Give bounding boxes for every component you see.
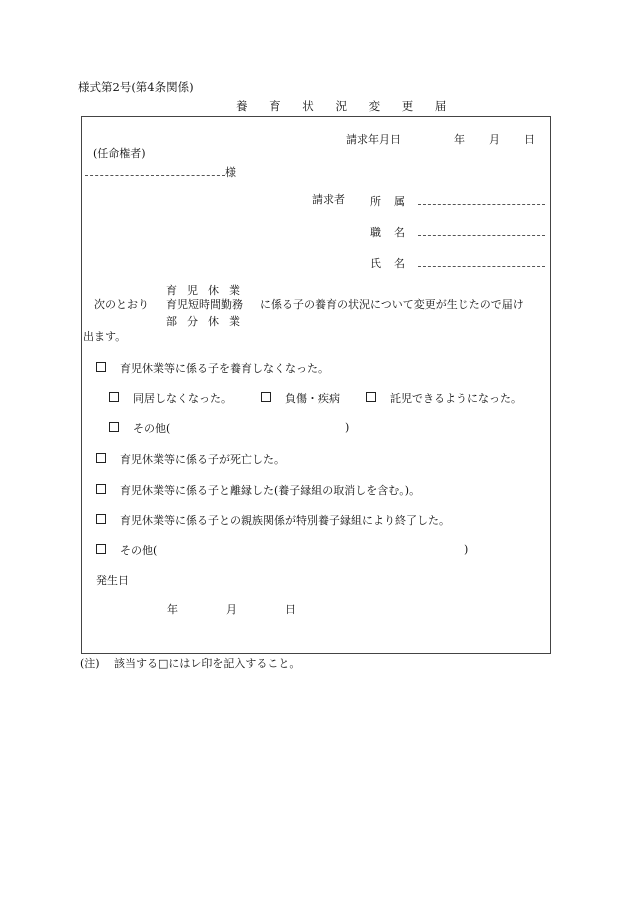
checkbox-icon[interactable] [96,453,106,463]
option-childcare-leave: 育児休業 [166,284,250,297]
request-date-year: 年 [454,133,465,146]
appointer-label: (任命権者) [93,147,146,160]
check-sub-3[interactable]: 託児できるようになった。 [366,392,522,404]
statement-end: 出ます。 [83,330,127,343]
statement-body: に係る子の養育の状況について変更が生じたので届け [260,298,524,311]
occurrence-month: 月 [226,603,237,616]
check-item-3[interactable]: 育児休業等に係る子と離縁した(養子縁組の取消しを含む。)。 [96,484,420,496]
check-item-5[interactable]: その他( [96,544,157,556]
note-text: 該当する□にはレ印を記入すること。 [114,657,301,670]
name-label: 氏名 [370,257,418,270]
statement-lead: 次のとおり [94,298,149,311]
checkbox-icon[interactable] [109,422,119,432]
checkbox-icon[interactable] [96,362,106,372]
checkbox-icon[interactable] [96,514,106,524]
note-label: (注) [80,657,100,670]
check-sub-4-close: ) [345,421,350,434]
checkbox-icon[interactable] [96,544,106,554]
appointer-honorific: 様 [225,166,236,179]
requester-label: 請求者 [312,193,345,206]
affiliation-label: 所属 [370,195,418,208]
occurrence-label: 発生日 [96,574,129,587]
check-sub-4[interactable]: その他( [109,422,170,434]
appointer-line[interactable] [85,165,236,178]
name-field[interactable] [370,256,545,269]
check-item-2[interactable]: 育児休業等に係る子が死亡した。 [96,453,285,465]
form-number: 様式第2号(第4条関係) [78,80,194,94]
page-title: 養 育 状 況 変 更 届 [236,99,456,113]
affiliation-field[interactable] [370,194,545,207]
checkbox-icon[interactable] [366,392,376,402]
occurrence-year: 年 [167,603,178,616]
checkbox-icon[interactable] [109,392,119,402]
position-label: 職名 [370,226,418,239]
checkbox-icon[interactable] [96,484,106,494]
check-item-5-close: ) [464,543,469,556]
check-item-1[interactable]: 育児休業等に係る子を養育しなくなった。 [96,362,329,374]
occurrence-day: 日 [285,603,296,616]
option-short-hours: 育児短時間勤務 [166,298,243,311]
checkbox-icon[interactable] [261,392,271,402]
request-date-label: 請求年月日 [346,133,401,146]
check-sub-2[interactable]: 負傷・疾病 [261,392,340,404]
position-field[interactable] [370,225,545,238]
request-date-month: 月 [489,133,500,146]
request-date-day: 日 [524,133,535,146]
check-item-4[interactable]: 育児休業等に係る子との親族関係が特別養子縁組により終了した。 [96,514,450,526]
check-sub-1[interactable]: 同居しなくなった。 [109,392,232,404]
option-partial-leave: 部分休業 [166,315,250,328]
